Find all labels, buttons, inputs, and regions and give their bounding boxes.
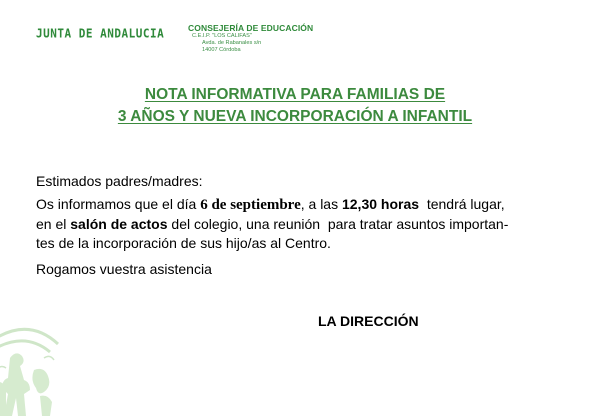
paragraph-line-2 <box>36 215 508 234</box>
p2-text-a: en el <box>36 216 71 232</box>
andalucia-emblem-icon <box>0 318 62 417</box>
title-line-2: 3 AÑOS Y NUEVA INCORPORACIÓN A INFANTIL <box>117 108 473 125</box>
paragraph-line-3: tes de la incorporación de sus hijo/as al Centro. <box>36 235 331 251</box>
closing-request: Rogamos vuestra asistencia <box>36 261 212 277</box>
greeting: Estimados padres/madres: <box>36 173 203 189</box>
paragraph-line-1 <box>36 195 505 215</box>
meeting-place: salón de actos <box>70 216 168 232</box>
school-address: Avda. de Rabanales s/n <box>202 40 262 46</box>
p1-text-c: tendrá lugar, <box>419 196 505 212</box>
school-city: 14007 Córdoba <box>202 47 241 53</box>
meeting-time: 12,30 horas <box>341 196 420 212</box>
signature: LA DIRECCIÓN <box>318 313 419 329</box>
consejeria-title: CONSEJERÍA DE EDUCACIÓN <box>188 23 314 33</box>
p2-text-b: del colegio, una reunión para tratar asuntos importan- <box>167 216 509 232</box>
meeting-date: 6 de septiembre <box>200 197 301 213</box>
school-header <box>188 23 313 54</box>
p1-text-a: Os informamos que el día <box>36 196 201 212</box>
title-line-1: NOTA INFORMATIVA PARA FAMILIAS DE <box>144 86 446 103</box>
p1-text-b: , a las <box>300 196 342 212</box>
junta-andalucia-logo: JUNTA DE ANDALUCIA <box>36 26 165 41</box>
school-name: C.E.I.P. "LOS CALIFAS" <box>192 33 252 39</box>
